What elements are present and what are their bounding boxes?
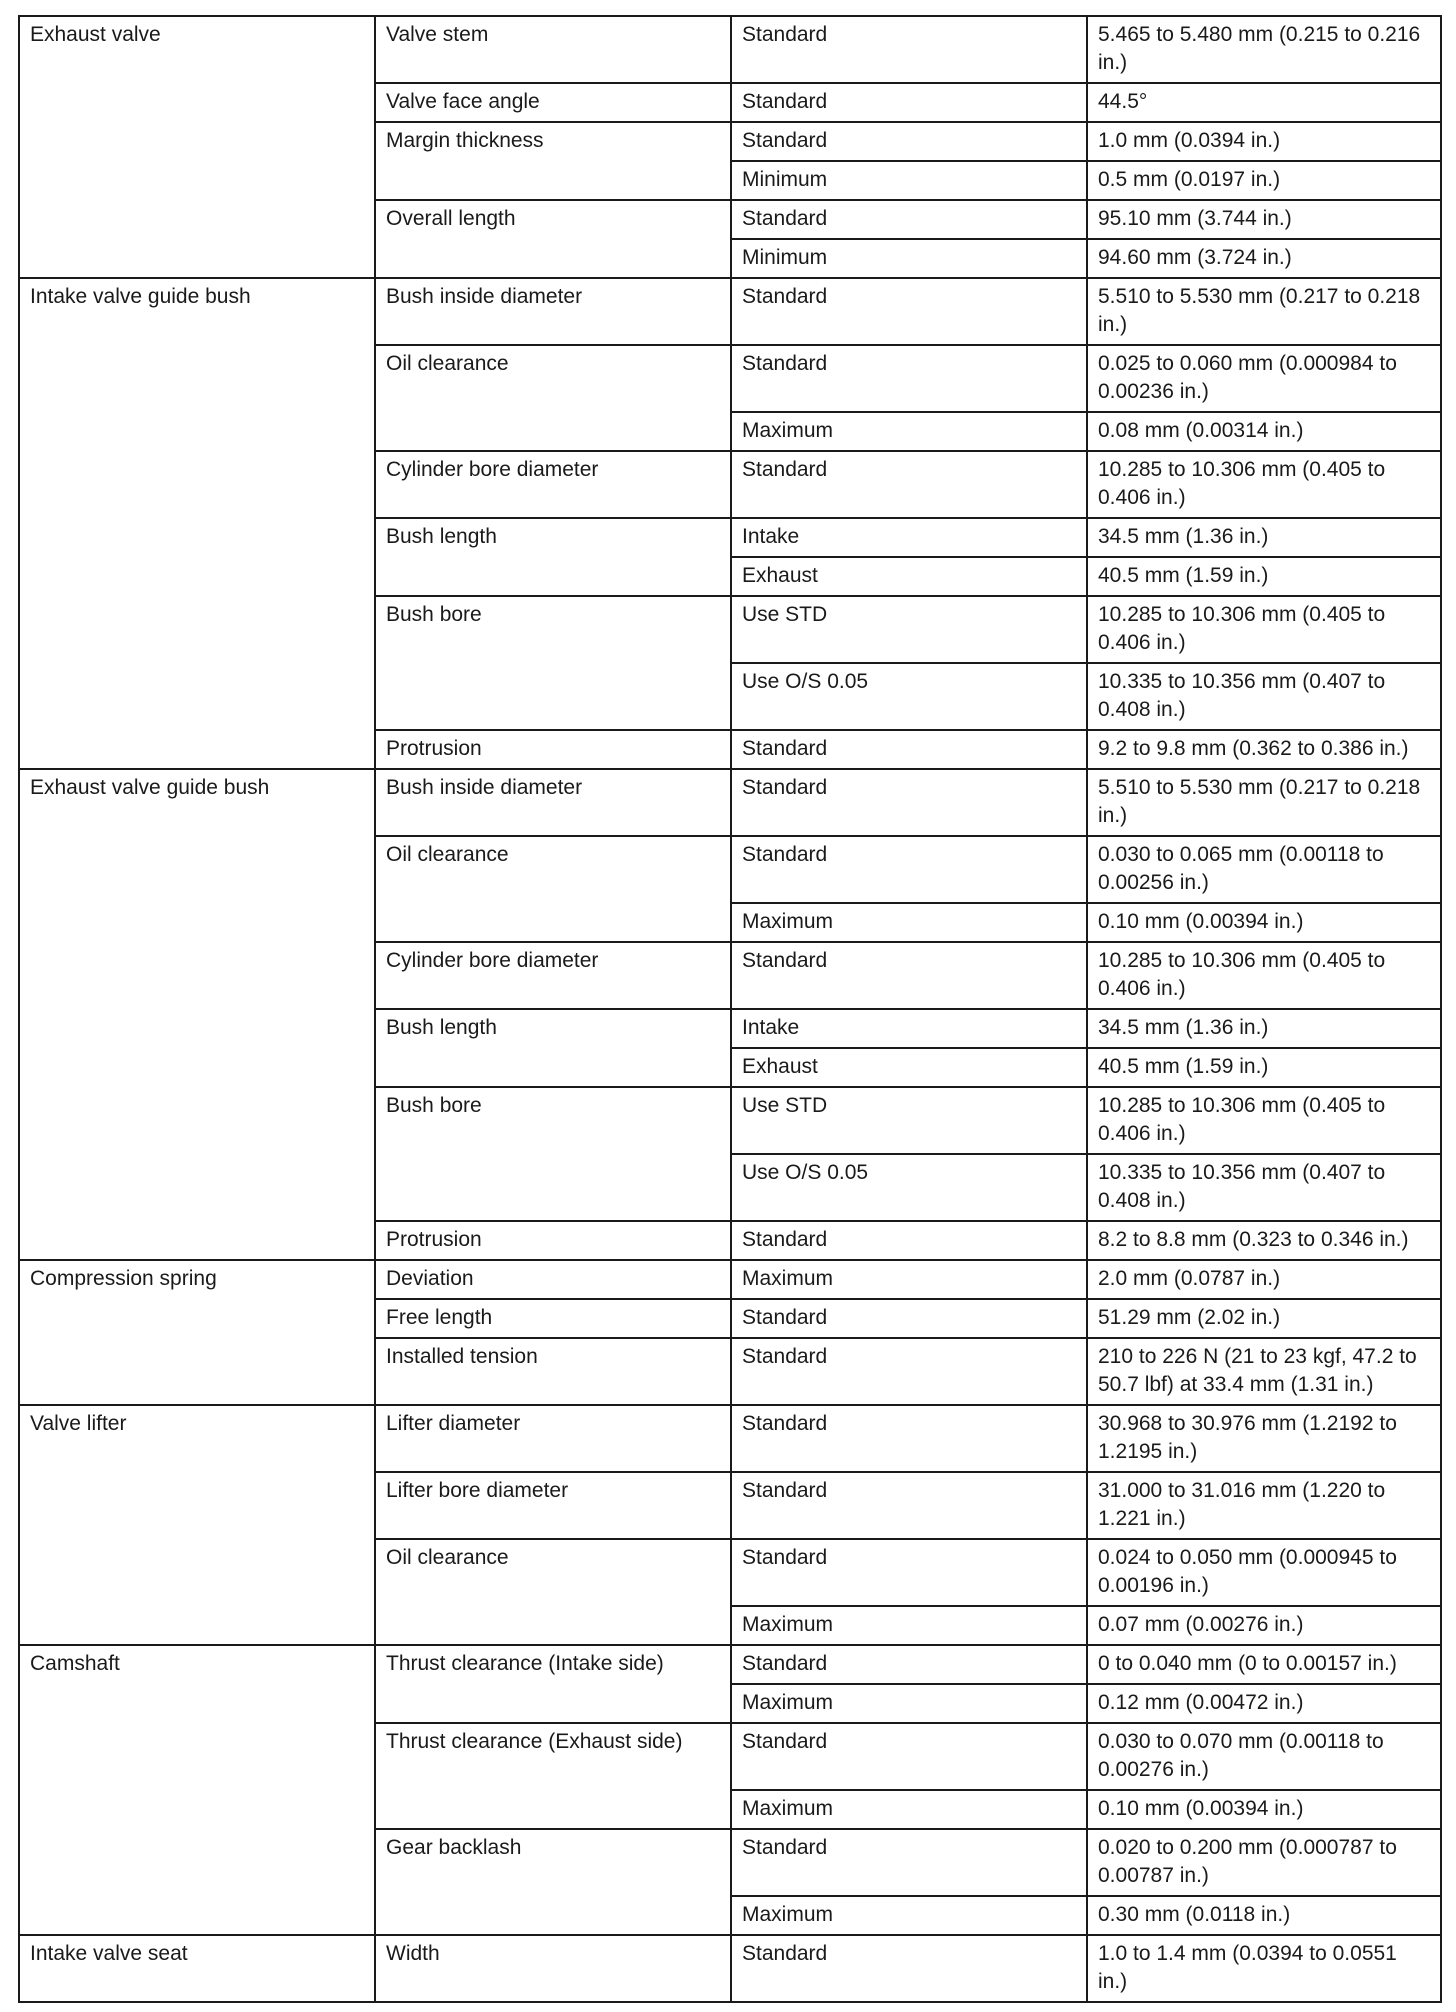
condition-cell: Exhaust [731, 1048, 1087, 1087]
table-row [19, 769, 1441, 836]
item-cell: Valve stem [375, 16, 731, 83]
value-cell: 0.024 to 0.050 mm (0.000945 to 0.00196 in.) [1087, 1539, 1441, 1606]
value-cell: 95.10 mm (3.744 in.) [1087, 200, 1441, 239]
condition-cell: Standard [731, 1723, 1087, 1790]
value-cell: 0.30 mm (0.0118 in.) [1087, 1896, 1441, 1935]
value-cell: 94.60 mm (3.724 in.) [1087, 239, 1441, 278]
value-cell: 40.5 mm (1.59 in.) [1087, 1048, 1441, 1087]
component-cell: Camshaft [19, 1645, 375, 1935]
item-cell: Thrust clearance (Exhaust side) [375, 1723, 731, 1829]
value-cell: 10.285 to 10.306 mm (0.405 to 0.406 in.) [1087, 596, 1441, 663]
value-cell: 34.5 mm (1.36 in.) [1087, 1009, 1441, 1048]
condition-cell: Maximum [731, 1896, 1087, 1935]
item-cell: Oil clearance [375, 836, 731, 942]
item-cell: Bush length [375, 1009, 731, 1087]
value-cell: 210 to 226 N (21 to 23 kgf, 47.2 to 50.7 lbf) at 33.4 mm (1.31 in.) [1087, 1338, 1441, 1405]
item-cell: Bush inside diameter [375, 278, 731, 345]
value-cell: 5.510 to 5.530 mm (0.217 to 0.218 in.) [1087, 278, 1441, 345]
condition-cell: Standard [731, 942, 1087, 1009]
condition-cell: Standard [731, 451, 1087, 518]
table-row [19, 1405, 1441, 1472]
component-cell: Exhaust valve [19, 16, 375, 278]
condition-cell: Intake [731, 518, 1087, 557]
value-cell: 0.5 mm (0.0197 in.) [1087, 161, 1441, 200]
condition-cell: Maximum [731, 1684, 1087, 1723]
value-cell: 34.5 mm (1.36 in.) [1087, 518, 1441, 557]
item-cell: Deviation [375, 1260, 731, 1299]
table-row [19, 1645, 1441, 1684]
value-cell: 10.335 to 10.356 mm (0.407 to 0.408 in.) [1087, 663, 1441, 730]
item-cell: Overall length [375, 200, 731, 278]
value-cell: 1.0 to 1.4 mm (0.0394 to 0.0551 in.) [1087, 1935, 1441, 2002]
condition-cell: Standard [731, 1221, 1087, 1260]
condition-cell: Maximum [731, 903, 1087, 942]
value-cell: 0.020 to 0.200 mm (0.000787 to 0.00787 in.) [1087, 1829, 1441, 1896]
value-cell: 10.285 to 10.306 mm (0.405 to 0.406 in.) [1087, 451, 1441, 518]
value-cell: 8.2 to 8.8 mm (0.323 to 0.346 in.) [1087, 1221, 1441, 1260]
item-cell: Width [375, 1935, 731, 2002]
table-row [19, 16, 1441, 83]
condition-cell: Standard [731, 83, 1087, 122]
condition-cell: Standard [731, 1935, 1087, 2002]
item-cell: Cylinder bore diameter [375, 942, 731, 1009]
value-cell: 9.2 to 9.8 mm (0.362 to 0.386 in.) [1087, 730, 1441, 769]
condition-cell: Standard [731, 836, 1087, 903]
value-cell: 5.465 to 5.480 mm (0.215 to 0.216 in.) [1087, 16, 1441, 83]
condition-cell: Standard [731, 1338, 1087, 1405]
value-cell: 10.335 to 10.356 mm (0.407 to 0.408 in.) [1087, 1154, 1441, 1221]
value-cell: 10.285 to 10.306 mm (0.405 to 0.406 in.) [1087, 1087, 1441, 1154]
condition-cell: Maximum [731, 1260, 1087, 1299]
condition-cell: Standard [731, 1472, 1087, 1539]
condition-cell: Standard [731, 345, 1087, 412]
item-cell: Valve face angle [375, 83, 731, 122]
component-cell: Compression spring [19, 1260, 375, 1405]
item-cell: Bush length [375, 518, 731, 596]
condition-cell: Maximum [731, 412, 1087, 451]
condition-cell: Maximum [731, 1790, 1087, 1829]
item-cell: Lifter diameter [375, 1405, 731, 1472]
value-cell: 40.5 mm (1.59 in.) [1087, 557, 1441, 596]
component-cell: Intake valve guide bush [19, 278, 375, 769]
component-cell: Intake valve seat [19, 1935, 375, 2002]
table-row [19, 1935, 1441, 2002]
condition-cell: Standard [731, 16, 1087, 83]
value-cell: 0.025 to 0.060 mm (0.000984 to 0.00236 in.) [1087, 345, 1441, 412]
condition-cell: Use STD [731, 1087, 1087, 1154]
condition-cell: Maximum [731, 1606, 1087, 1645]
condition-cell: Standard [731, 200, 1087, 239]
condition-cell: Minimum [731, 161, 1087, 200]
table-row [19, 1260, 1441, 1299]
condition-cell: Standard [731, 1539, 1087, 1606]
value-cell: 30.968 to 30.976 mm (1.2192 to 1.2195 in.) [1087, 1405, 1441, 1472]
item-cell: Free length [375, 1299, 731, 1338]
table-row [19, 278, 1441, 345]
item-cell: Thrust clearance (Intake side) [375, 1645, 731, 1723]
condition-cell: Intake [731, 1009, 1087, 1048]
item-cell: Lifter bore diameter [375, 1472, 731, 1539]
condition-cell: Standard [731, 1645, 1087, 1684]
value-cell: 0.10 mm (0.00394 in.) [1087, 903, 1441, 942]
value-cell: 0.10 mm (0.00394 in.) [1087, 1790, 1441, 1829]
item-cell: Protrusion [375, 1221, 731, 1260]
item-cell: Cylinder bore diameter [375, 451, 731, 518]
condition-cell: Standard [731, 1299, 1087, 1338]
spec-table [18, 15, 1442, 2003]
item-cell: Oil clearance [375, 345, 731, 451]
item-cell: Gear backlash [375, 1829, 731, 1935]
value-cell: 0.030 to 0.065 mm (0.00118 to 0.00256 in.) [1087, 836, 1441, 903]
component-cell: Exhaust valve guide bush [19, 769, 375, 1260]
value-cell: 2.0 mm (0.0787 in.) [1087, 1260, 1441, 1299]
value-cell: 51.29 mm (2.02 in.) [1087, 1299, 1441, 1338]
item-cell: Oil clearance [375, 1539, 731, 1645]
condition-cell: Use O/S 0.05 [731, 1154, 1087, 1221]
condition-cell: Standard [731, 278, 1087, 345]
value-cell: 0 to 0.040 mm (0 to 0.00157 in.) [1087, 1645, 1441, 1684]
value-cell: 0.07 mm (0.00276 in.) [1087, 1606, 1441, 1645]
value-cell: 1.0 mm (0.0394 in.) [1087, 122, 1441, 161]
value-cell: 31.000 to 31.016 mm (1.220 to 1.221 in.) [1087, 1472, 1441, 1539]
condition-cell: Standard [731, 1829, 1087, 1896]
condition-cell: Standard [731, 1405, 1087, 1472]
spec-table-body [19, 16, 1441, 2002]
condition-cell: Use STD [731, 596, 1087, 663]
value-cell: 0.08 mm (0.00314 in.) [1087, 412, 1441, 451]
item-cell: Bush inside diameter [375, 769, 731, 836]
condition-cell: Minimum [731, 239, 1087, 278]
value-cell: 44.5° [1087, 83, 1441, 122]
condition-cell: Exhaust [731, 557, 1087, 596]
item-cell: Installed tension [375, 1338, 731, 1405]
value-cell: 0.12 mm (0.00472 in.) [1087, 1684, 1441, 1723]
item-cell: Bush bore [375, 1087, 731, 1221]
condition-cell: Standard [731, 122, 1087, 161]
condition-cell: Standard [731, 730, 1087, 769]
component-cell: Valve lifter [19, 1405, 375, 1645]
condition-cell: Use O/S 0.05 [731, 663, 1087, 730]
value-cell: 10.285 to 10.306 mm (0.405 to 0.406 in.) [1087, 942, 1441, 1009]
condition-cell: Standard [731, 769, 1087, 836]
item-cell: Margin thickness [375, 122, 731, 200]
item-cell: Protrusion [375, 730, 731, 769]
value-cell: 0.030 to 0.070 mm (0.00118 to 0.00276 in.) [1087, 1723, 1441, 1790]
item-cell: Bush bore [375, 596, 731, 730]
value-cell: 5.510 to 5.530 mm (0.217 to 0.218 in.) [1087, 769, 1441, 836]
